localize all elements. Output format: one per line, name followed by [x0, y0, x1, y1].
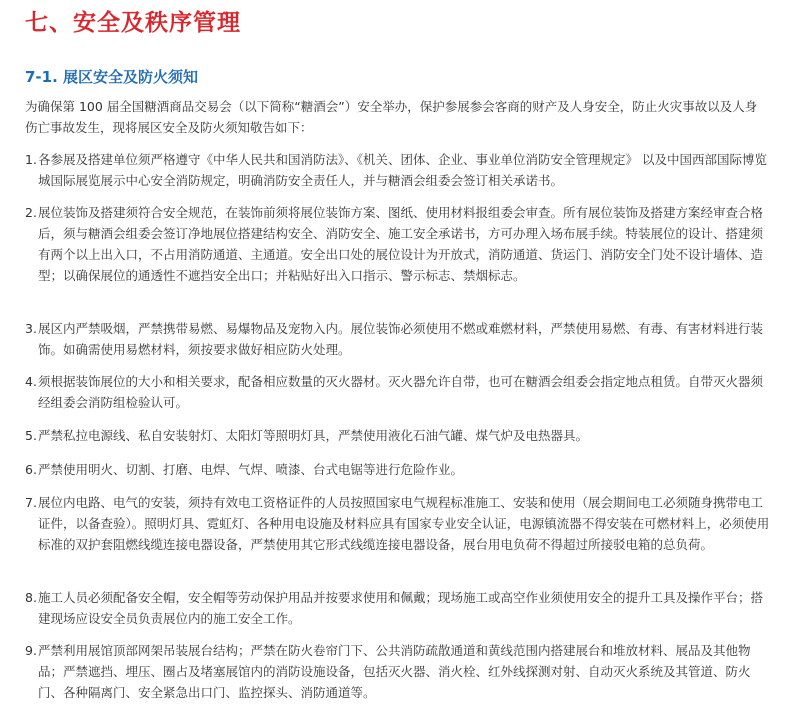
list-item	[25, 425, 770, 446]
item-text: 严禁利用展馆顶部网架吊装展台结构；严禁在防火卷帘门下、公共消防疏散通道和黄线范围内搭建展台和堆放材料、展品及其他物品；严禁遮挡、埋压、圈占及堵塞展馆内的消防设施设备，包括灭火器、消火栓、红外线探测对射、自动灭火系统及其管道、防火门、各种隔离门、安全紧急出口门、监控探头、消防通道等。	[38, 643, 751, 700]
list-item	[25, 149, 770, 191]
item-number: 2.	[25, 205, 37, 220]
item-text: 严禁使用明火、切割、打磨、电焊、气焊、喷漆、台式电锯等进行危险作业。	[38, 462, 464, 477]
item-number: 7.	[25, 495, 37, 510]
item-number: 8.	[25, 590, 37, 605]
item-number: 6.	[25, 462, 37, 477]
item-text: 展位装饰及搭建须符合安全规范，在装饰前须将展位装饰方案、图纸、使用材料报组委会审查。所有展位装饰及搭建方案经审查合格后，须与糖酒会组委会签订净地展位搭建结构安全、消防安全、施工安全承诺书，方可办理入场布展手续。特装展位的设计、搭建须有两个以上出入口，不占用消防通道、主通道。安全出口处的展位设计为开放式，消防通道、货运门、消防安全门处不设计墙体、造型；以确保展位的通透性不遮挡安全出口；并粘贴好出入口指示、警示标志、禁烟标志。	[38, 205, 764, 283]
item-number: 3.	[25, 321, 37, 336]
list-item	[25, 202, 770, 286]
intro-paragraph: 为确保第 100 届全国糖酒商品交易会（以下简称“糖酒会”）安全举办，保护参展参会客商的财产及人身安全，防止火灾事故以及人身伤亡事故发生，现将展区安全及防火须知敬告如下：	[25, 99, 758, 135]
item-text: 展位内电路、电气的安装，须持有效电工资格证件的人员按照国家电气规程标准施工、安装和使用（展会期间电工必须随身携带电工证件，以备查验）。照明灯具、霓虹灯、各种用电设施及材料应具有国家专业安全认证，电源镇流器不得安装在可燃材料上，必须使用标准的双护套阻燃线缆连接电器设备，严禁使用其它形式线缆连接电器设备，展台用电负荷不得超过所接驳电箱的总负荷。	[38, 495, 770, 552]
item-text: 严禁私拉电源线、私自安装射灯、太阳灯等照明灯具，严禁使用液化石油气罐、煤气炉及电热器具。	[38, 428, 589, 443]
list-item	[25, 318, 770, 360]
item-number: 1.	[25, 152, 37, 167]
item-text: 须根据装饰展位的大小和相关要求，配备相应数量的灭火器材。灭火器允许自带，也可在糖酒会组委会指定地点租赁。自带灭火器须经组委会消防组检验认可。	[38, 374, 764, 410]
section-title: 7-1. 展区安全及防火须知	[25, 68, 199, 86]
item-text: 施工人员必须配备安全帽，安全帽等劳动保护用品并按要求使用和佩戴；现场施工或高空作业须使用安全的提升工具及操作平台；搭建现场应设安全员负责展位内的施工安全工作。	[38, 590, 764, 626]
chapter-heading: 七、安全及秩序管理	[25, 10, 241, 36]
item-number: 9.	[25, 643, 37, 658]
list-item	[25, 587, 770, 629]
list-item	[25, 371, 770, 413]
item-text: 各参展及搭建单位须严格遵守《中华人民共和国消防法》、《机关、团体、企业、事业单位消防安全管理规定》 以及中国西部国际博览城国际展览展示中心安全消防规定，明确消防安全责任人，并与糖酒会组委会签订相关承诺书。	[38, 152, 767, 188]
list-item	[25, 640, 770, 703]
item-text: 展区内严禁吸烟，严禁携带易燃、易爆物品及宠物入内。展位装饰必须使用不燃或难燃材料，严禁使用易燃、有毒、有害材料进行装饰。如确需使用易燃材料，须按要求做好相应防火处理。	[38, 321, 764, 357]
item-number: 5.	[25, 428, 37, 443]
item-number: 4.	[25, 374, 37, 389]
list-item	[25, 459, 770, 480]
list-item	[25, 492, 770, 555]
